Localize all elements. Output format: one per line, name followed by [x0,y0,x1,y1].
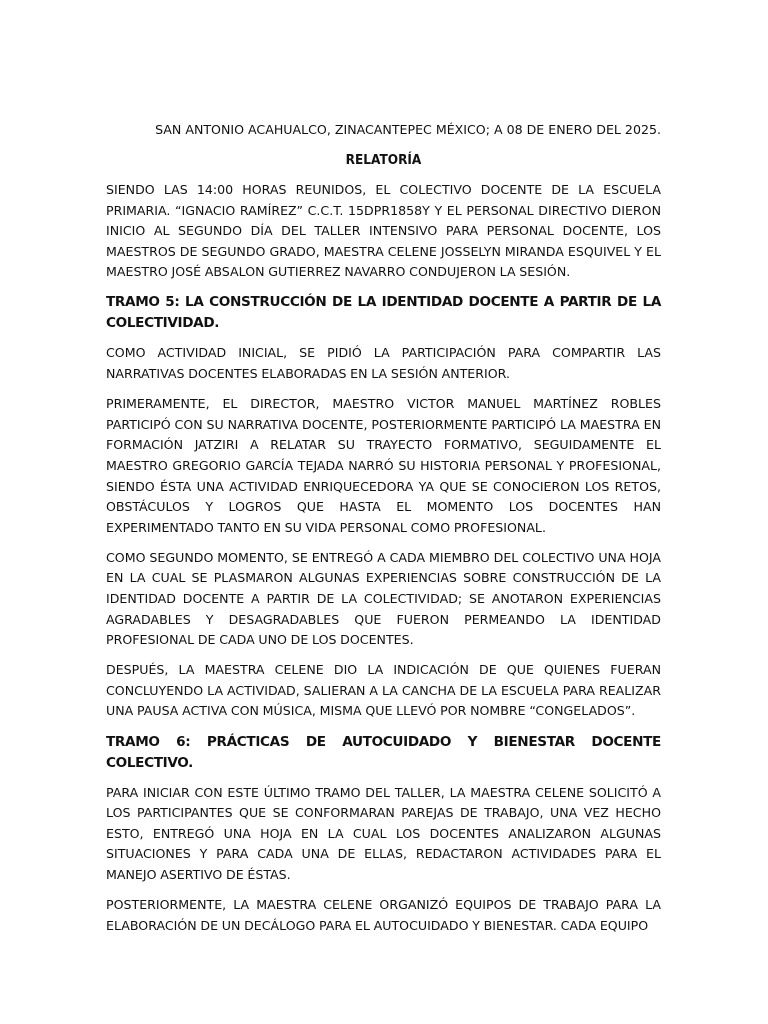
section-1-paragraph: COMO ACTIVIDAD INICIAL, SE PIDIÓ LA PARTICIPACIÓN PARA COMPARTIR LAS NARRATIVAS DOCENTES ELABORADAS EN LA SESIÓN ANTERIOR. [106,345,661,382]
section-heading-tramo-6: TRAMO 6: PRÁCTICAS DE AUTOCUIDADO Y BIENESTAR DOCENTE COLECTIVO. [106,733,661,771]
date-line: SAN ANTONIO ACAHUALCO, ZINACANTEPEC MÉXICO; A 08 DE ENERO DEL 2025. [155,122,661,137]
intro-paragraph: SIENDO LAS 14:00 HORAS REUNIDOS, EL COLECTIVO DOCENTE DE LA ESCUELA PRIMARIA. “IGNACIO RAMÍREZ” C.C.T. 15DPR1858Y Y EL PERSONAL DIRECTIVO DIERON INICIO AL SEGUNDO DÍA DEL TALLER INTENSIVO PARA PERSONAL DOCENTE, LOS MAESTROS DE SEGUNDO GRADO, MAESTRA CELENE JOSSELYN MIRANDA ESQUIVEL Y EL MAESTRO JOSÉ ABSALON GUTIERREZ NAVARRO CONDUJERON LA SESIÓN. [106,182,661,280]
section-2-paragraph: POSTERIORMENTE, LA MAESTRA CELENE ORGANIZÓ EQUIPOS DE TRABAJO PARA LA ELABORACIÓN DE UN DECÁLOGO PARA EL AUTOCUIDADO Y BIENESTAR. CADA EQUIPO [106,897,661,933]
section-heading-tramo-5: TRAMO 5: LA CONSTRUCCIÓN DE LA IDENTIDAD DOCENTE A PARTIR DE LA COLECTIVIDAD. [106,294,661,332]
section-1-paragraph: COMO SEGUNDO MOMENTO, SE ENTREGÓ A CADA MIEMBRO DEL COLECTIVO UNA HOJA EN LA CUAL SE PLASMARON ALGUNAS EXPERIENCIAS SOBRE CONSTRUCCIÓN DE LA IDENTIDAD DOCENTE A PARTIR DE LA COLECTIVIDAD; SE ANOTARON EXPERIENCIAS AGRADABLES Y DESAGRADABLES QUE FUERON PERMEANDO LA IDENTIDAD PROFESIONAL DE CADA UNO DE LOS DOCENTES. [106,549,661,648]
document-page [106,120,661,946]
section-1-paragraph: DESPUÉS, LA MAESTRA CELENE DIO LA INDICACIÓN DE QUE QUIENES FUERAN CONCLUYENDO LA ACTIVIDAD, SALIERAN A LA CANCHA DE LA ESCUELA PARA REALIZAR UNA PAUSA ACTIVA CON MÚSICA, MISMA QUE LLEVÓ POR NOMBRE “CONGELADOS”. [106,662,661,719]
document-title: RELATORÍA [345,153,422,168]
section-1-paragraph: PRIMERAMENTE, EL DIRECTOR, MAESTRO VICTOR MANUEL MARTÍNEZ ROBLES PARTICIPÓ CON SU NARRATIVA DOCENTE, POSTERIORMENTE PARTICIPÓ LA MAESTRA EN FORMACIÓN JATZIRI A RELATAR SU TRAYECTO FORMATIVO, SEGUIDAMENTE EL MAESTRO GREGORIO GARCÍA TEJADA NARRÓ SU HISTORIA PERSONAL Y PROFESIONAL, SIENDO ÉSTA UNA ACTIVIDAD ENRIQUECEDORA YA QUE SE CONOCIERON LOS RETOS, OBSTÁCULOS Y LOGROS QUE HASTA EL MOMENTO LOS DOCENTES HAN EXPERIMENTADO TANTO EN SU VIDA PERSONAL COMO PROFESIONAL. [106,396,661,535]
section-2-paragraph: PARA INICIAR CON ESTE ÚLTIMO TRAMO DEL TALLER, LA MAESTRA CELENE SOLICITÓ A LOS PARTICIPANTES QUE SE CONFORMARAN PAREJAS DE TRABAJO, UNA VEZ HECHO ESTO, ENTREGÓ UNA HOJA EN LA CUAL LOS DOCENTES ANALIZARON ALGUNAS SITUACIONES Y PARA CADA UNA DE ELLAS, REDACTARON ACTIVIDADES PARA EL MANEJO ASERTIVO DE ÉSTAS. [106,784,661,882]
